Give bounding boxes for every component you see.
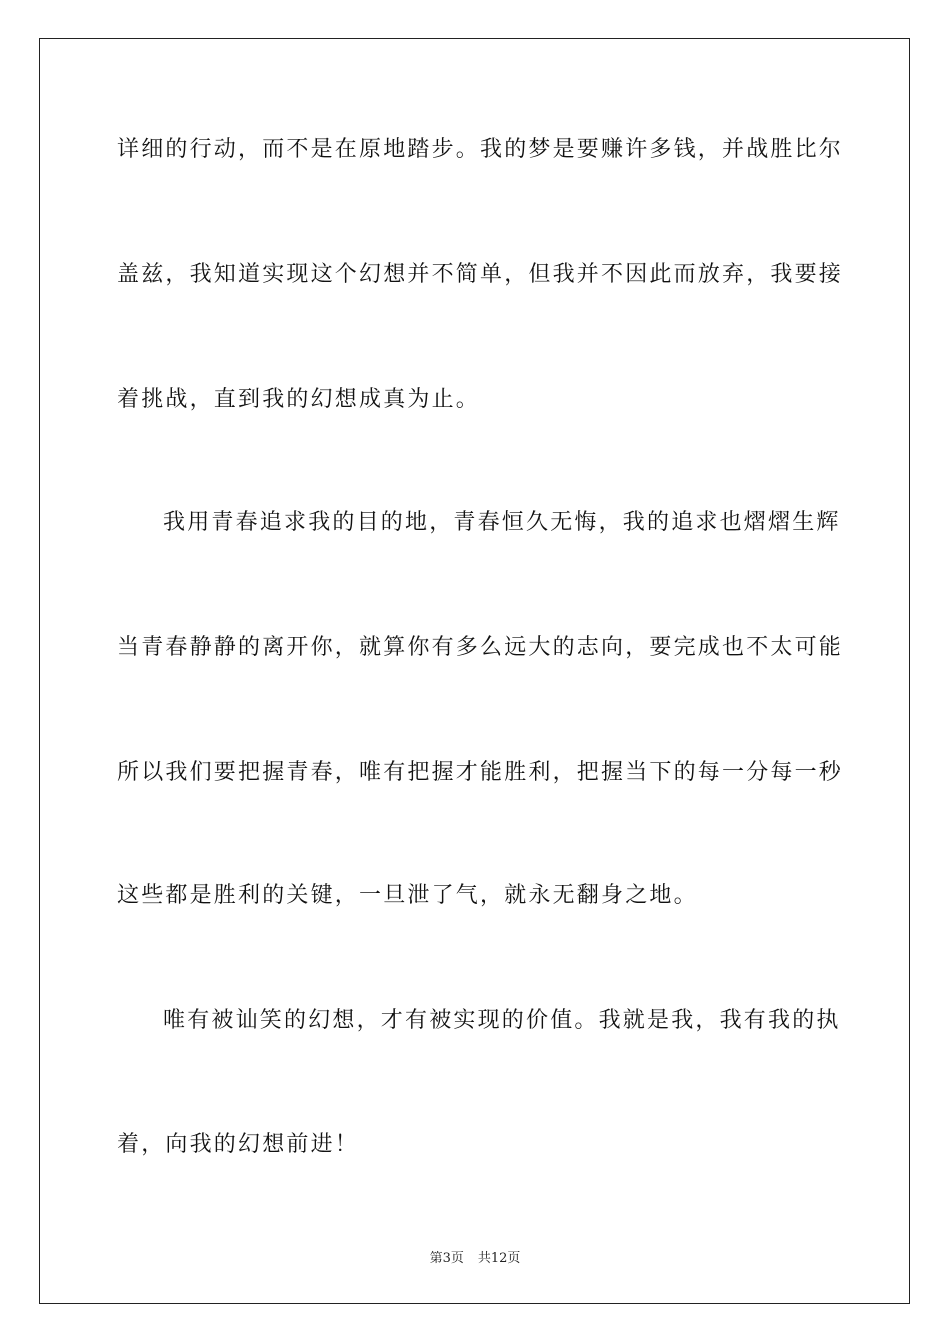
text-line-3: 着挑战，直到我的幻想成真为止。: [117, 387, 481, 412]
page-border: [39, 38, 910, 1304]
page-total: 共12页: [477, 1251, 521, 1266]
text-line-5: 当青春静静的离开你，就算你有多么远大的志向，要完成也不太可能: [117, 635, 844, 660]
page-number: 第3页: [429, 1251, 464, 1266]
text-line-4: 我用青春追求我的目的地，青春恒久无悔，我的追求也熠熠生辉: [163, 510, 841, 535]
text-line-7: 这些都是胜利的关键，一旦泄了气，就永无翻身之地。: [117, 883, 698, 908]
page-footer: [0, 1247, 950, 1266]
text-line-8: 唯有被讪笑的幻想，才有被实现的价值。我就是我，我有我的执: [163, 1008, 841, 1033]
text-line-2: 盖兹，我知道实现这个幻想并不简单，但我并不因此而放弃，我要接: [117, 262, 844, 287]
text-line-1: 详细的行动，而不是在原地踏步。我的梦是要赚许多钱，并战胜比尔: [117, 137, 844, 162]
text-line-6: 所以我们要把握青春，唯有把握才能胜利，把握当下的每一分每一秒: [117, 760, 844, 785]
text-line-9: 着，向我的幻想前进！: [117, 1132, 360, 1157]
